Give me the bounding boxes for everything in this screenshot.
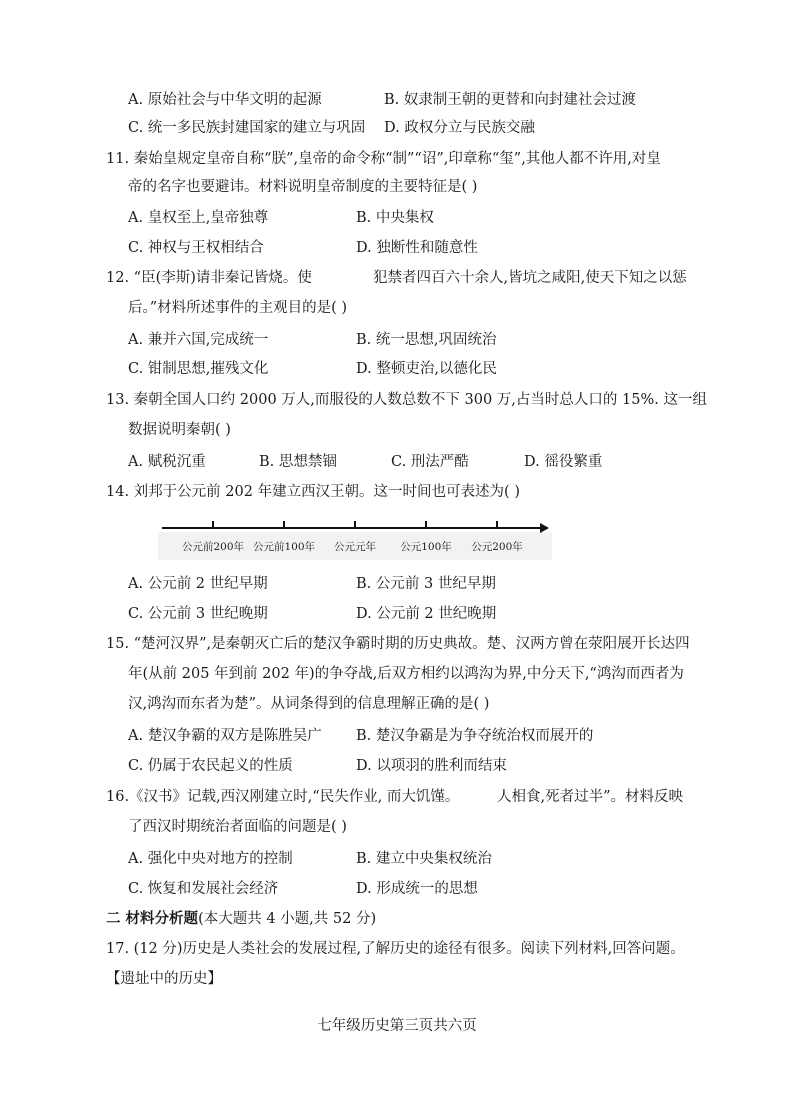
q13-option-a: A. 赋税沉重 xyxy=(128,454,206,470)
q15-option-b: B. 楚汉争霸是为争夺统治权而展开的 xyxy=(356,728,594,744)
q11-stem-line2: 帝的名字也要避讳。材料说明皇帝制度的主要特征是( ) xyxy=(128,179,478,195)
q11-option-a: A. 皇权至上,皇帝独尊 xyxy=(128,210,269,226)
q15-stem-line2: 年(从前 205 年到前 202 年)的争夺战,后双方相约以鸿沟为界,中分天下,“鸿沟而西者为 xyxy=(128,666,684,682)
q13-stem-line1: 13. 秦朝全国人口约 2000 万人,而服役的人数总数不下 300 万,占当时总人口的 15%. 这一组 xyxy=(106,392,707,408)
q16-option-a: A. 强化中央对地方的控制 xyxy=(128,851,293,867)
q12-option-d: D. 整顿吏治,以德化民 xyxy=(356,361,497,377)
q16-stem-line1-part2: 人相食,死者过半”。材料反映 xyxy=(497,789,684,805)
timeline-label: 公元前100年 xyxy=(252,541,316,553)
timeline-tick xyxy=(425,521,427,528)
timeline-axis xyxy=(162,527,542,529)
q12-stem-line1-part1: 12. “臣(李斯)请非秦记皆烧。使 xyxy=(106,270,312,286)
q10-option-a: A. 原始社会与中华文明的起源 xyxy=(128,92,322,108)
q16-option-b: B. 建立中央集权统治 xyxy=(356,851,492,867)
q14-option-a: A. 公元前 2 世纪早期 xyxy=(128,576,268,592)
q11-option-b: B. 中央集权 xyxy=(356,210,434,226)
timeline-tick xyxy=(496,521,498,528)
q15-option-d: D. 以项羽的胜利而结束 xyxy=(356,758,507,774)
q15-stem-line3: 汉,鸿沟而东者为楚”。从词条得到的信息理解正确的是( ) xyxy=(128,696,490,712)
q11-option-d: D. 独断性和随意性 xyxy=(356,240,478,256)
q13-option-b: B. 思想禁锢 xyxy=(259,454,337,470)
q17-stem-line1: 17. (12 分)历史是人类社会的发展过程,了解历史的途径有很多。阅读下列材料,回答问题。 xyxy=(106,941,685,957)
timeline-label: 公元前200年 xyxy=(181,541,245,553)
q12-stem-line1-part2: 犯禁者四百六十余人,皆坑之咸阳,使天下知之以惩 xyxy=(373,270,687,286)
timeline-label: 公元100年 xyxy=(400,541,452,553)
page-footer: 七年级历史第三页共六页 xyxy=(317,1018,477,1034)
timeline-tick xyxy=(212,521,214,528)
timeline-label: 公元200年 xyxy=(471,541,523,553)
q14-stem-line1: 14. 刘邦于公元前 202 年建立西汉王朝。这一时间也可表述为( ) xyxy=(106,484,520,500)
q10-option-c: C. 统一多民族封建国家的建立与巩固 xyxy=(128,120,366,136)
q15-option-a: A. 楚汉争霸的双方是陈胜吴广 xyxy=(128,728,322,744)
q14-option-c: C. 公元前 3 世纪晚期 xyxy=(128,606,268,622)
q11-stem-line1: 11. 秦始皇规定皇帝自称“朕”,皇帝的命令称“制”“诏”,印章称“玺”,其他人都不许用,对皇 xyxy=(106,151,661,167)
q13-option-d: D. 徭役繁重 xyxy=(524,454,603,470)
timeline-figure xyxy=(158,512,552,560)
q12-option-b: B. 统一思想,巩固统治 xyxy=(356,332,497,348)
timeline-tick xyxy=(283,521,285,528)
q14-option-b: B. 公元前 3 世纪早期 xyxy=(356,576,496,592)
q16-stem-line2: 了西汉时期统治者面临的问题是( ) xyxy=(128,819,347,835)
timeline-label: 公元元年 xyxy=(334,541,376,553)
section-heading-title: 二 材料分析题 xyxy=(106,910,199,927)
q13-stem-line2: 数据说明秦朝( ) xyxy=(128,422,231,438)
q10-option-d: D. 政权分立与民族交融 xyxy=(384,120,535,136)
q16-stem-line1-part1: 16.《汉书》记载,西汉刚建立时,“民失作业, 而大饥馑。 xyxy=(106,789,460,805)
q12-stem-line2: 后。”材料所述事件的主观目的是( ) xyxy=(128,300,348,316)
q16-option-c: C. 恢复和发展社会经济 xyxy=(128,881,279,897)
q12-option-c: C. 钳制思想,摧残文化 xyxy=(128,361,269,377)
section-heading xyxy=(106,909,376,929)
q15-option-c: C. 仍属于农民起义的性质 xyxy=(128,758,293,774)
q15-stem-line1: 15. “楚河汉界”,是秦朝灭亡后的楚汉争霸时期的历史典故。楚、汉两方曾在荥阳展开长达四 xyxy=(106,636,690,652)
section-heading-detail: (本大题共 4 小题,共 52 分) xyxy=(198,911,377,927)
q14-option-d: D. 公元前 2 世纪晚期 xyxy=(356,606,497,622)
q16-option-d: D. 形成统一的思想 xyxy=(356,881,478,897)
q12-option-a: A. 兼并六国,完成统一 xyxy=(128,332,269,348)
q10-option-b: B. 奴隶制王朝的更替和向封建社会过渡 xyxy=(384,92,636,108)
q17-subheading: 【遗址中的历史】 xyxy=(106,971,222,987)
q11-option-c: C. 神权与王权相结合 xyxy=(128,240,264,256)
timeline-tick xyxy=(354,521,356,528)
timeline-arrow-icon xyxy=(540,523,549,533)
q13-option-c: C. 刑法严酷 xyxy=(391,454,469,470)
